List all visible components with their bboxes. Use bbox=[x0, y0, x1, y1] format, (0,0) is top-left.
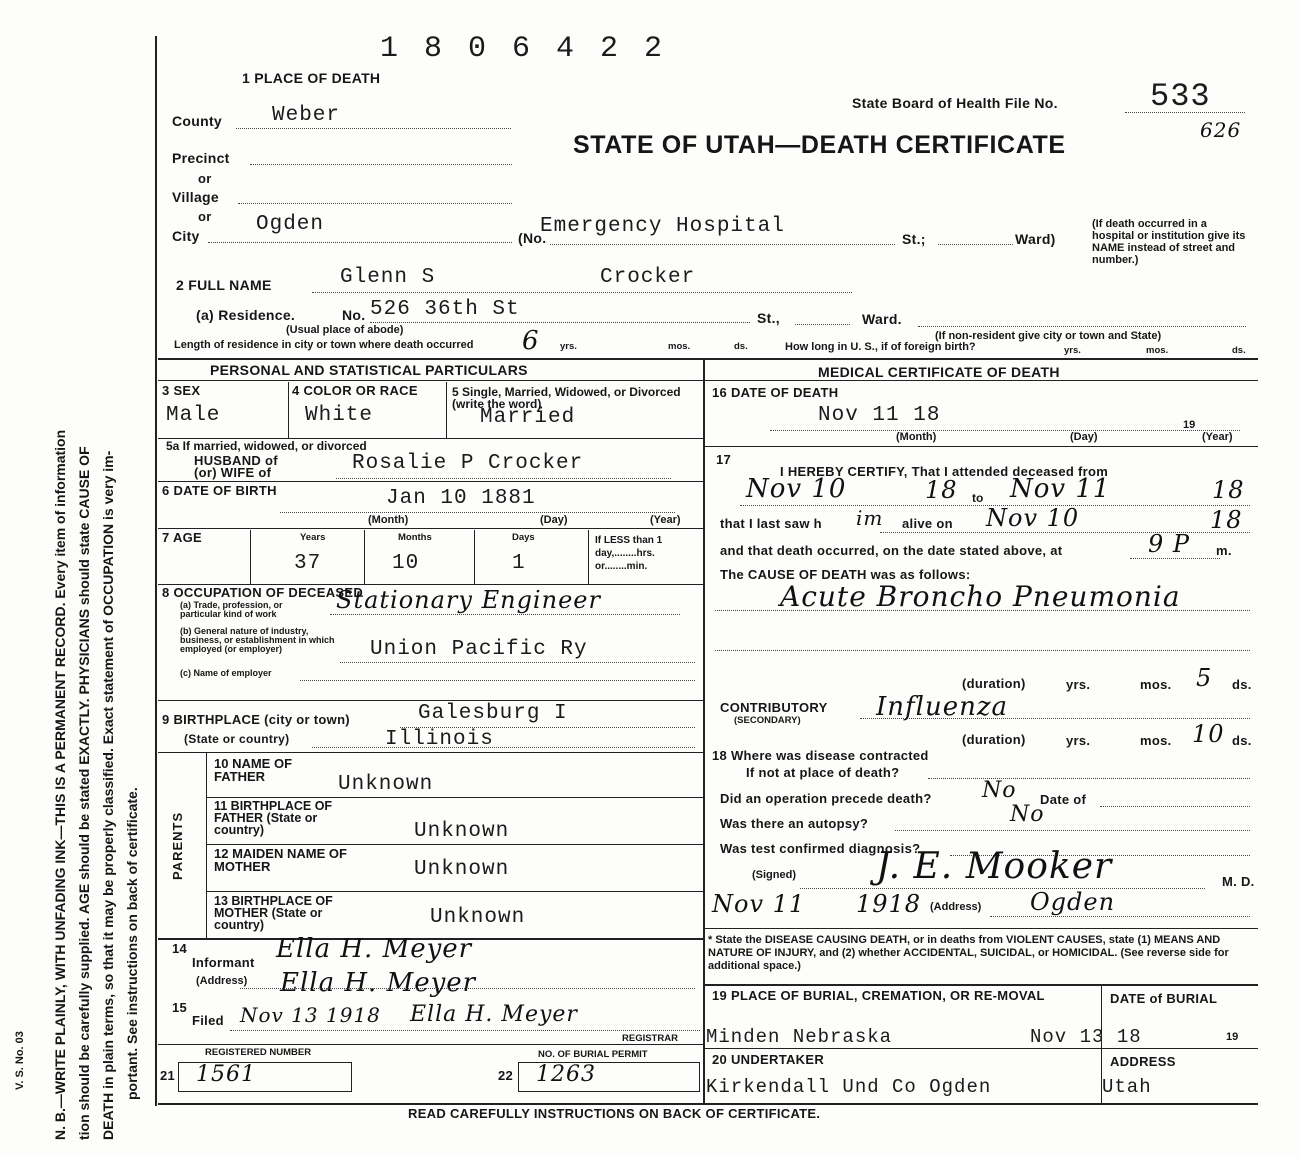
signed-date: Nov 11 bbox=[712, 890, 806, 918]
file-no-label: State Board of Health File No. bbox=[852, 95, 1058, 111]
or-label-2: or bbox=[198, 209, 212, 224]
informant-address-label: (Address) bbox=[196, 975, 248, 987]
where-contracted-label: 18 Where was disease contracted bbox=[712, 748, 929, 763]
cert-text: I HEREBY CERTIFY, That I attended deceased from bbox=[780, 464, 1109, 479]
spouse-label-1: 5a If married, widowed, or divorced bbox=[166, 439, 367, 453]
age-days-value: 1 bbox=[512, 552, 526, 575]
length-mos: mos. bbox=[668, 341, 691, 352]
age-less-label: If LESS than 1 day,........hrs. or........min. bbox=[595, 535, 663, 572]
abode-label: (Usual place of abode) bbox=[286, 324, 404, 336]
precinct-label: Precinct bbox=[172, 150, 230, 166]
dob-month-label: (Month) bbox=[368, 514, 409, 526]
marital-value: Married bbox=[480, 406, 576, 429]
attended-to-label: to bbox=[972, 491, 984, 505]
date-of-death: Nov 11 18 bbox=[818, 404, 941, 427]
burial-permit-label: NO. OF BURIAL PERMIT bbox=[538, 1049, 648, 1060]
dod-yr-prefix: 19 bbox=[1183, 419, 1196, 431]
autopsy-label: Was there an autopsy? bbox=[720, 816, 869, 831]
age-months-label: Months bbox=[398, 532, 432, 543]
color-value: White bbox=[305, 404, 374, 427]
dob-year-label: (Year) bbox=[650, 514, 681, 526]
dod-day-label: (Day) bbox=[1070, 431, 1098, 443]
signed-label: (Signed) bbox=[752, 869, 796, 881]
cause-of-death: Acute Broncho Pneumonia bbox=[780, 580, 1181, 613]
contributory-cause: Influenza bbox=[876, 692, 1009, 722]
county-label: County bbox=[172, 113, 223, 129]
hospital-value: Emergency Hospital bbox=[540, 215, 785, 238]
death-time-m: m. bbox=[1216, 543, 1232, 558]
burial-place: Minden Nebraska bbox=[706, 1026, 893, 1048]
registrar-label: REGISTRAR bbox=[622, 1033, 678, 1044]
us-residence-label: How long in U. S., if of foreign birth? bbox=[785, 341, 976, 353]
occupation-value: Stationary Engineer bbox=[336, 586, 601, 614]
birthplace-city: Galesburg I bbox=[418, 702, 568, 725]
contrib-ds: ds. bbox=[1232, 733, 1252, 748]
filed-date: Nov 13 1918 bbox=[240, 1003, 381, 1027]
county-value: Weber bbox=[272, 104, 341, 127]
date-of-death-label: 16 DATE OF DEATH bbox=[712, 385, 839, 400]
st-label: St.; bbox=[902, 231, 926, 247]
physician-address-label: (Address) bbox=[930, 901, 982, 913]
md-label: M. D. bbox=[1222, 874, 1255, 889]
full-name-label: 2 FULL NAME bbox=[176, 277, 272, 293]
contrib-days: 10 bbox=[1192, 720, 1225, 748]
length-of-residence-label: Length of residence in city or town where death occurred bbox=[174, 339, 474, 351]
or-label-1: or bbox=[198, 171, 212, 186]
attended-from: Nov 10 bbox=[746, 474, 847, 504]
serial-number: 1 8 0 6 4 2 2 bbox=[380, 32, 667, 66]
employer-value: Union Pacific Ry bbox=[370, 638, 588, 661]
filed-no: 15 bbox=[172, 1000, 188, 1015]
cause-mos: mos. bbox=[1140, 677, 1172, 692]
informant-no: 14 bbox=[172, 941, 188, 956]
residence-label: (a) Residence. bbox=[196, 307, 296, 323]
registrar-signature: Ella H. Meyer bbox=[410, 1002, 578, 1027]
test-confirmed-label: Was test confirmed diagnosis? bbox=[720, 841, 921, 856]
birthplace-state: Illinois bbox=[385, 728, 494, 751]
cause-days: 5 bbox=[1196, 664, 1213, 692]
operation-label: Did an operation precede death? bbox=[720, 791, 932, 806]
margin-line-2: tion should be carefully supplied. AGE should be stated EXACTLY. PHYSICIANS should state CAUSE OF bbox=[76, 446, 92, 1140]
father-value: Unknown bbox=[338, 773, 434, 796]
operation-value: No bbox=[982, 778, 1017, 803]
age-months-value: 10 bbox=[392, 552, 420, 575]
length-years: 6 bbox=[522, 326, 540, 356]
autopsy-value: No bbox=[1010, 802, 1045, 827]
birthplace-state-label: (State or country) bbox=[184, 732, 290, 746]
contributory-label: CONTRIBUTORY bbox=[720, 700, 828, 715]
cause-ds: ds. bbox=[1232, 677, 1252, 692]
registered-number: 1561 bbox=[196, 1062, 256, 1087]
us-yrs: yrs. bbox=[1064, 345, 1081, 356]
age-label: 7 AGE bbox=[162, 530, 203, 545]
mother-value: Unknown bbox=[414, 858, 510, 881]
file-no: 533 bbox=[1150, 78, 1211, 115]
contrib-duration-label: (duration) bbox=[962, 732, 1026, 747]
death-time: 9 P bbox=[1148, 530, 1191, 558]
spouse-value: Rosalie P Crocker bbox=[352, 452, 584, 475]
last-saw-him: im bbox=[856, 506, 884, 530]
attended-year-b: 18 bbox=[1212, 476, 1245, 504]
margin-vs-number: V. S. No. 03 bbox=[14, 1031, 26, 1090]
if-not-place-label: If not at place of death? bbox=[746, 765, 900, 780]
us-ds: ds. bbox=[1232, 345, 1246, 356]
secondary-label: (SECONDARY) bbox=[734, 715, 801, 726]
death-occurred-label: and that death occurred, on the date stated above, at bbox=[720, 543, 1063, 558]
physician-address: Ogden bbox=[1030, 888, 1116, 916]
age-days-label: Days bbox=[512, 532, 535, 543]
last-saw-label-b: alive on bbox=[902, 516, 953, 531]
registered-number-label: REGISTERED NUMBER bbox=[205, 1047, 312, 1058]
footer-instructions: READ CAREFULLY INSTRUCTIONS ON BACK OF CERTIFICATE. bbox=[408, 1106, 821, 1121]
physician-signature: J. E. Mooker bbox=[876, 846, 1113, 887]
residence-street: 526 36th St bbox=[370, 298, 520, 321]
last-saw-year: 18 bbox=[1210, 506, 1243, 534]
first-name: Glenn S bbox=[340, 266, 436, 289]
margin-instructions bbox=[0, 0, 150, 1158]
burial-date: Nov 13 18 bbox=[1030, 1026, 1142, 1048]
contrib-yrs: yrs. bbox=[1066, 733, 1091, 748]
birthplace-label: 9 BIRTHPLACE (city or town) bbox=[162, 712, 350, 727]
occupation-a-label: (a) Trade, profession, or particular kind of work bbox=[180, 600, 283, 619]
city-value: Ogden bbox=[256, 213, 325, 236]
length-yrs: yrs. bbox=[560, 341, 577, 352]
burial-permit-idx: 22 bbox=[498, 1068, 514, 1083]
margin-line-4: portant. See instructions on back of certificate. bbox=[124, 787, 140, 1100]
mother-birthplace-value: Unknown bbox=[430, 906, 526, 929]
cause-yrs: yrs. bbox=[1066, 677, 1091, 692]
last-saw-date: Nov 10 bbox=[986, 504, 1080, 532]
medical-heading: MEDICAL CERTIFICATE OF DEATH bbox=[818, 364, 1060, 380]
village-label: Village bbox=[172, 189, 219, 205]
no-label: (No. bbox=[518, 230, 547, 246]
last-name: Crocker bbox=[600, 266, 696, 289]
undertaker-address: Utah bbox=[1102, 1076, 1152, 1098]
hospital-note: (If death occurred in a hospital or institution give its NAME instead of street and number.) bbox=[1092, 218, 1246, 266]
informant-label: Informant bbox=[192, 955, 255, 970]
margin-line-1: N. B.—WRITE PLAINLY, WITH UNFADING INK—THIS IS A PERMANENT RECORD. Every item of information bbox=[52, 429, 68, 1140]
parents-label: PARENTS bbox=[170, 811, 185, 880]
us-mos: mos. bbox=[1146, 345, 1169, 356]
contrib-mos: mos. bbox=[1140, 733, 1172, 748]
age-years-value: 37 bbox=[294, 552, 322, 575]
registered-number-idx: 21 bbox=[160, 1068, 176, 1083]
father-birthplace-value: Unknown bbox=[414, 820, 510, 843]
cause-duration-label: (duration) bbox=[962, 676, 1026, 691]
mother-birthplace-label: 13 BIRTHPLACE OF MOTHER (State or country) bbox=[214, 894, 333, 932]
marital-label: 5 Single, Married, Widowed, or Divorced (write the word) bbox=[452, 385, 681, 411]
dod-year-label: (Year) bbox=[1202, 431, 1233, 443]
attended-to: Nov 11 bbox=[1010, 474, 1111, 504]
nonresident-note: (If non-resident give city or town and State) bbox=[935, 330, 1162, 342]
occupation-b-label: (b) General nature of industry, business, or establishment in which employed (or employer) bbox=[180, 626, 335, 654]
dob-value: Jan 10 1881 bbox=[386, 487, 536, 510]
color-label: 4 COLOR OR RACE bbox=[292, 383, 418, 398]
certificate-title: STATE OF UTAH—DEATH CERTIFICATE bbox=[573, 131, 1066, 159]
residence-st-label: St., bbox=[757, 310, 780, 326]
signed-year: 1918 bbox=[856, 890, 922, 918]
burial-yr-prefix: 19 bbox=[1226, 1031, 1239, 1043]
sex-value: Male bbox=[166, 404, 221, 427]
informant-address: Ella H. Meyer bbox=[280, 968, 477, 998]
burial-permit: 1263 bbox=[536, 1062, 596, 1087]
personal-heading: PERSONAL AND STATISTICAL PARTICULARS bbox=[210, 362, 528, 378]
father-birthplace-label: 11 BIRTHPLACE OF FATHER (State or country) bbox=[214, 799, 333, 837]
dod-month-label: (Month) bbox=[896, 431, 937, 443]
burial-date-label: DATE of BURIAL bbox=[1110, 991, 1218, 1006]
city-label: City bbox=[172, 228, 200, 244]
ward-label: Ward) bbox=[1015, 231, 1056, 247]
sex-label: 3 SEX bbox=[162, 383, 201, 398]
medical-note: * State the DISEASE CAUSING DEATH, or in deaths from VIOLENT CAUSES, state (1) MEANS AND NATURE OF INJURY, and (2) whether ACCIDENTAL, SUICIDAL, or HOMICIDAL. (See reverse side for additional space.) bbox=[708, 934, 1229, 972]
date-of-label: Date of bbox=[1040, 792, 1087, 807]
residence-no-label: No. bbox=[342, 307, 366, 323]
length-ds: ds. bbox=[734, 341, 748, 352]
cause-label: The CAUSE OF DEATH was as follows: bbox=[720, 567, 971, 582]
spouse-label-3: (or) WIFE of bbox=[194, 465, 272, 480]
undertaker-address-label: ADDRESS bbox=[1110, 1054, 1176, 1069]
cert-no: 17 bbox=[716, 452, 732, 467]
dob-label: 6 DATE OF BIRTH bbox=[162, 483, 277, 498]
undertaker-value: Kirkendall Und Co Ogden bbox=[706, 1076, 992, 1098]
occupation-label: 8 OCCUPATION OF DECEASED bbox=[162, 585, 364, 600]
place-of-death-heading: 1 PLACE OF DEATH bbox=[242, 70, 381, 86]
filed-label: Filed bbox=[192, 1013, 224, 1028]
burial-place-label: 19 PLACE OF BURIAL, CREMATION, OR RE-MOVAL bbox=[712, 988, 1045, 1003]
age-years-label: Years bbox=[300, 532, 326, 543]
file-no-handwritten: 626 bbox=[1200, 118, 1242, 142]
informant-value: Ella H. Meyer bbox=[276, 934, 473, 964]
father-label: 10 NAME OF FATHER bbox=[214, 756, 293, 784]
residence-ward-label: Ward. bbox=[862, 311, 902, 327]
mother-label: 12 MAIDEN NAME OF MOTHER bbox=[214, 846, 347, 874]
margin-line-3: DEATH in plain terms, so that it may be properly classified. Exact statement of OCCUPATION is very im- bbox=[100, 450, 116, 1140]
occupation-c-label: (c) Name of employer bbox=[180, 668, 272, 678]
undertaker-label: 20 UNDERTAKER bbox=[712, 1052, 825, 1067]
attended-year-a: 18 bbox=[925, 476, 958, 504]
spouse-label-2: HUSBAND of bbox=[194, 453, 278, 468]
dob-day-label: (Day) bbox=[540, 514, 568, 526]
last-saw-label-a: that I last saw h bbox=[720, 516, 822, 531]
